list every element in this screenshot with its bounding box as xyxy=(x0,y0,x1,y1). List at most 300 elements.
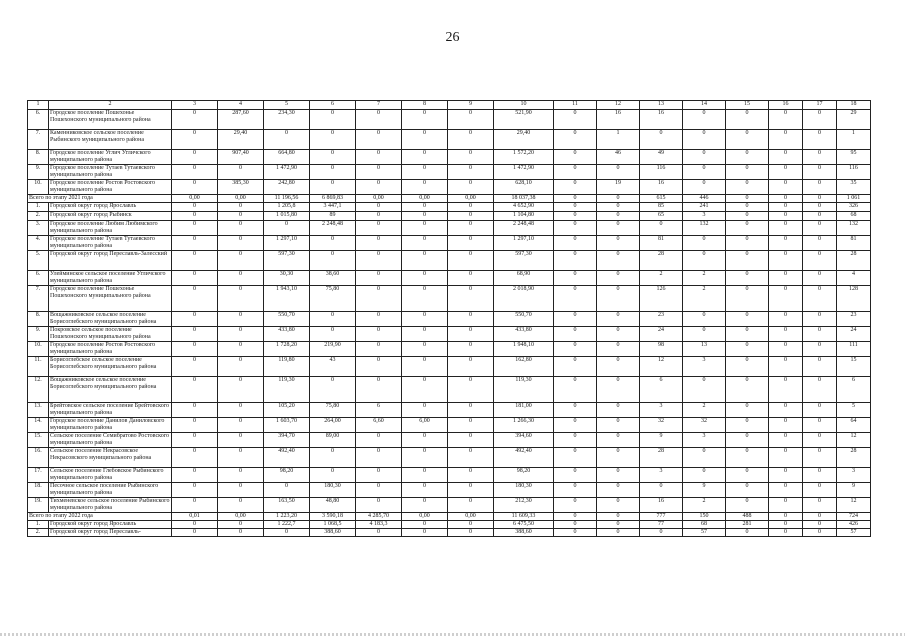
value-cell: 0 xyxy=(264,130,310,150)
value-cell: 0 xyxy=(597,521,640,529)
value-cell: 23 xyxy=(640,312,683,327)
value-cell: 0 xyxy=(172,498,218,513)
value-cell: 0 xyxy=(554,271,597,286)
value-cell: 628,10 xyxy=(494,180,554,195)
value-cell: 0 xyxy=(402,165,448,180)
value-cell: 0 xyxy=(172,342,218,357)
value-cell: 0 xyxy=(803,180,837,195)
settlement-name-cell: Тихменевское сельское поселение Рыбинского муниципального района xyxy=(49,498,172,513)
table-row xyxy=(28,342,871,357)
value-cell: 492,40 xyxy=(494,448,554,468)
value-cell: 0 xyxy=(218,327,264,342)
value-cell: 2 xyxy=(683,271,726,286)
value-cell: 0 xyxy=(769,357,803,377)
value-cell: 433,80 xyxy=(494,327,554,342)
value-cell: 180,30 xyxy=(310,483,356,498)
value-cell: 0 xyxy=(356,468,402,483)
value-cell: 0 xyxy=(769,403,803,418)
value-cell: 0 xyxy=(597,529,640,537)
value-cell: 385,30 xyxy=(218,180,264,195)
value-cell: 0 xyxy=(172,271,218,286)
value-cell: 0 xyxy=(726,236,769,251)
value-cell: 426 xyxy=(837,521,871,529)
value-cell: 0 xyxy=(310,150,356,165)
value-cell: 0 xyxy=(803,195,837,203)
value-cell: 29,40 xyxy=(218,130,264,150)
value-cell: 85 xyxy=(640,203,683,212)
table-row-summary xyxy=(28,195,871,203)
value-cell: 46 xyxy=(597,150,640,165)
value-cell: 0 xyxy=(356,286,402,312)
value-cell: 13 xyxy=(683,342,726,357)
row-number-cell: 5. xyxy=(28,251,49,271)
value-cell: 0 xyxy=(683,165,726,180)
table-row xyxy=(28,236,871,251)
table-row xyxy=(28,212,871,221)
row-number-cell: 9. xyxy=(28,165,49,180)
value-cell: 0 xyxy=(172,221,218,236)
value-cell: 0 xyxy=(554,212,597,221)
value-cell: 0 xyxy=(803,357,837,377)
value-cell: 32 xyxy=(683,418,726,433)
value-cell: 11 196,56 xyxy=(264,195,310,203)
value-cell: 0 xyxy=(554,448,597,468)
value-cell: 11 609,33 xyxy=(494,513,554,521)
header-cell: 7 xyxy=(356,101,402,110)
value-cell: 0 xyxy=(172,130,218,150)
value-cell: 0 xyxy=(172,110,218,130)
value-cell: 0 xyxy=(172,212,218,221)
value-cell: 68 xyxy=(683,521,726,529)
value-cell: 388,60 xyxy=(310,529,356,537)
value-cell: 3 xyxy=(683,212,726,221)
value-cell: 0 xyxy=(402,529,448,537)
value-cell: 0 xyxy=(402,180,448,195)
settlement-name-cell: Городской округ город Переславль-Залесский xyxy=(49,251,172,271)
table-row xyxy=(28,327,871,342)
value-cell: 0 xyxy=(218,342,264,357)
value-cell: 0 xyxy=(554,521,597,529)
value-cell: 0 xyxy=(218,377,264,403)
value-cell: 0 xyxy=(172,203,218,212)
row-number-cell: 13. xyxy=(28,403,49,418)
value-cell: 0 xyxy=(769,483,803,498)
value-cell: 0 xyxy=(769,377,803,403)
value-cell: 0 xyxy=(683,312,726,327)
row-number-cell: 10. xyxy=(28,180,49,195)
value-cell: 0 xyxy=(448,377,494,403)
value-cell: 0 xyxy=(803,468,837,483)
header-cell: 6 xyxy=(310,101,356,110)
value-cell: 12 xyxy=(640,357,683,377)
value-cell: 181,00 xyxy=(494,403,554,418)
column-number-row xyxy=(28,101,871,110)
value-cell: 16 xyxy=(640,498,683,513)
row-number-cell: 1. xyxy=(28,203,49,212)
value-cell: 0 xyxy=(803,236,837,251)
value-cell: 0 xyxy=(803,312,837,327)
value-cell: 0 xyxy=(218,448,264,468)
value-cell: 16 xyxy=(597,110,640,130)
value-cell: 6,60 xyxy=(356,418,402,433)
value-cell: 0 xyxy=(310,130,356,150)
value-cell: 0 xyxy=(554,130,597,150)
value-cell: 1 104,80 xyxy=(494,212,554,221)
header-cell: 2 xyxy=(49,101,172,110)
value-cell: 0 xyxy=(448,110,494,130)
value-cell: 0 xyxy=(597,418,640,433)
value-cell: 3 xyxy=(837,468,871,483)
value-cell: 0 xyxy=(218,433,264,448)
value-cell: 0 xyxy=(218,221,264,236)
value-cell: 1 068,5 xyxy=(310,521,356,529)
value-cell: 3 xyxy=(640,468,683,483)
value-cell: 0 xyxy=(726,468,769,483)
value-cell: 0 xyxy=(402,448,448,468)
value-cell: 0 xyxy=(356,498,402,513)
value-cell: 0 xyxy=(402,498,448,513)
value-cell: 5 xyxy=(837,403,871,418)
table-row xyxy=(28,251,871,271)
header-cell: 14 xyxy=(683,101,726,110)
value-cell: 28 xyxy=(640,448,683,468)
settlement-name-cell: Каменниковское сельское поселение Рыбинского муниципального района xyxy=(49,130,172,150)
value-cell: 550,70 xyxy=(264,312,310,327)
value-cell: 0 xyxy=(172,433,218,448)
value-cell: 0 xyxy=(310,468,356,483)
value-cell: 219,90 xyxy=(310,342,356,357)
value-cell: 0,00 xyxy=(448,195,494,203)
value-cell: 95 xyxy=(837,150,871,165)
value-cell: 0 xyxy=(803,513,837,521)
value-cell: 23 xyxy=(837,312,871,327)
value-cell: 0 xyxy=(356,448,402,468)
row-number-cell: 12. xyxy=(28,377,49,403)
value-cell: 0 xyxy=(803,433,837,448)
value-cell: 0 xyxy=(264,529,310,537)
value-cell: 433,80 xyxy=(264,327,310,342)
value-cell: 81 xyxy=(640,236,683,251)
value-cell: 4 xyxy=(837,271,871,286)
value-cell: 446 xyxy=(683,195,726,203)
value-cell: 0 xyxy=(554,529,597,537)
value-cell: 0 xyxy=(448,180,494,195)
value-cell: 0 xyxy=(448,418,494,433)
settlement-name-cell: Всего по этапу 2021 года xyxy=(28,195,172,203)
value-cell: 0 xyxy=(726,110,769,130)
value-cell: 0 xyxy=(356,165,402,180)
value-cell: 81 xyxy=(837,236,871,251)
value-cell: 0 xyxy=(554,286,597,312)
value-cell: 0 xyxy=(769,221,803,236)
header-cell: 12 xyxy=(597,101,640,110)
value-cell: 0 xyxy=(448,130,494,150)
value-cell: 0 xyxy=(172,448,218,468)
value-cell: 1 223,20 xyxy=(264,513,310,521)
value-cell: 0 xyxy=(402,203,448,212)
value-cell: 1 xyxy=(837,130,871,150)
value-cell: 0 xyxy=(597,468,640,483)
value-cell: 0 xyxy=(683,150,726,165)
value-cell: 0 xyxy=(554,150,597,165)
value-cell: 0 xyxy=(803,286,837,312)
value-cell: 6 869,83 xyxy=(310,195,356,203)
value-cell: 6 475,50 xyxy=(494,521,554,529)
value-cell: 0 xyxy=(726,498,769,513)
value-cell: 0 xyxy=(356,130,402,150)
value-cell: 0 xyxy=(310,180,356,195)
value-cell: 98,20 xyxy=(494,468,554,483)
value-cell: 1 572,20 xyxy=(494,150,554,165)
value-cell: 0 xyxy=(356,357,402,377)
settlement-name-cell: Городское поселение Данилов Даниловского муниципального района xyxy=(49,418,172,433)
table-row xyxy=(28,357,871,377)
row-number-cell: 11. xyxy=(28,357,49,377)
value-cell: 0 xyxy=(803,327,837,342)
value-cell: 0 xyxy=(597,483,640,498)
value-cell: 0 xyxy=(769,286,803,312)
value-cell: 0 xyxy=(597,212,640,221)
header-cell: 4 xyxy=(218,101,264,110)
table-row xyxy=(28,312,871,327)
value-cell: 0 xyxy=(683,327,726,342)
value-cell: 0 xyxy=(448,271,494,286)
value-cell: 0 xyxy=(726,342,769,357)
row-number-cell: 18. xyxy=(28,483,49,498)
value-cell: 0 xyxy=(172,236,218,251)
value-cell: 6 xyxy=(837,377,871,403)
value-cell: 0 xyxy=(218,165,264,180)
value-cell: 394,60 xyxy=(494,433,554,448)
settlement-name-cell: Покровское сельское поселение Пошехонского муниципального района xyxy=(49,327,172,342)
value-cell: 0 xyxy=(218,203,264,212)
value-cell: 128 xyxy=(837,286,871,312)
value-cell: 132 xyxy=(683,221,726,236)
value-cell: 0 xyxy=(726,195,769,203)
value-cell: 0 xyxy=(803,498,837,513)
table-row xyxy=(28,110,871,130)
table-row xyxy=(28,203,871,212)
value-cell: 68 xyxy=(837,212,871,221)
table-row xyxy=(28,165,871,180)
value-cell: 0 xyxy=(402,110,448,130)
table-row xyxy=(28,433,871,448)
row-number-cell: 3. xyxy=(28,221,49,236)
value-cell: 0,01 xyxy=(172,513,218,521)
value-cell: 0 xyxy=(803,130,837,150)
value-cell: 0 xyxy=(803,203,837,212)
value-cell: 0 xyxy=(448,483,494,498)
value-cell: 6 xyxy=(356,403,402,418)
value-cell: 0 xyxy=(726,418,769,433)
value-cell: 597,30 xyxy=(494,251,554,271)
row-number-cell: 4. xyxy=(28,236,49,251)
value-cell: 0 xyxy=(803,150,837,165)
settlement-name-cell: Сельское поселение Семибратово Ростовского муниципального района xyxy=(49,433,172,448)
settlement-name-cell: Городское поселение Пошехонье Пошехонского муниципального района xyxy=(49,286,172,312)
value-cell: 0 xyxy=(310,236,356,251)
settlement-name-cell: Городское поселение Тутаев Тутаевского муниципального района xyxy=(49,236,172,251)
value-cell: 1 xyxy=(597,130,640,150)
value-cell: 0 xyxy=(172,357,218,377)
value-cell: 0 xyxy=(218,286,264,312)
row-number-cell: 6. xyxy=(28,271,49,286)
value-cell: 0 xyxy=(310,448,356,468)
settlement-name-cell: Вощажниковское сельское поселение Борисоглебского муниципального района xyxy=(49,312,172,327)
value-cell: 0 xyxy=(769,498,803,513)
value-cell: 0 xyxy=(769,521,803,529)
value-cell: 0 xyxy=(402,403,448,418)
value-cell: 0 xyxy=(448,433,494,448)
header-cell: 3 xyxy=(172,101,218,110)
value-cell: 0 xyxy=(726,483,769,498)
value-cell: 0 xyxy=(356,236,402,251)
value-cell: 0 xyxy=(218,212,264,221)
value-cell: 0 xyxy=(803,418,837,433)
value-cell: 0 xyxy=(554,403,597,418)
value-cell: 0 xyxy=(448,203,494,212)
value-cell: 0 xyxy=(448,498,494,513)
value-cell: 234,30 xyxy=(264,110,310,130)
value-cell: 0 xyxy=(448,403,494,418)
value-cell: 0 xyxy=(448,236,494,251)
value-cell: 119,30 xyxy=(494,377,554,403)
scan-edge xyxy=(0,633,905,636)
value-cell: 0 xyxy=(402,468,448,483)
value-cell: 394,70 xyxy=(264,433,310,448)
value-cell: 0 xyxy=(726,150,769,165)
value-cell: 0,00 xyxy=(402,513,448,521)
value-cell: 0 xyxy=(264,221,310,236)
value-cell: 0 xyxy=(554,468,597,483)
table-row-summary xyxy=(28,529,871,537)
settlement-name-cell: Городское поселение Углич Угличского муниципального района xyxy=(49,150,172,165)
value-cell: 3 xyxy=(640,403,683,418)
value-cell: 1 603,70 xyxy=(264,418,310,433)
value-cell: 0 xyxy=(597,195,640,203)
value-cell: 132 xyxy=(837,221,871,236)
value-cell: 0 xyxy=(803,271,837,286)
value-cell: 0 xyxy=(218,418,264,433)
value-cell: 0 xyxy=(726,221,769,236)
value-cell: 241 xyxy=(683,203,726,212)
value-cell: 0 xyxy=(769,529,803,537)
value-cell: 1 297,10 xyxy=(494,236,554,251)
value-cell: 65 xyxy=(640,212,683,221)
value-cell: 0 xyxy=(554,195,597,203)
value-cell: 0 xyxy=(554,165,597,180)
value-cell: 0 xyxy=(402,221,448,236)
settlement-name-cell: Городское поселение Ростов Ростовского муниципального района xyxy=(49,180,172,195)
table-row xyxy=(28,286,871,312)
value-cell: 0 xyxy=(769,271,803,286)
value-cell: 2 xyxy=(640,271,683,286)
value-cell: 0 xyxy=(683,448,726,468)
value-cell: 0 xyxy=(172,251,218,271)
header-cell: 13 xyxy=(640,101,683,110)
value-cell: 75,80 xyxy=(310,403,356,418)
value-cell: 0 xyxy=(683,130,726,150)
value-cell: 724 xyxy=(837,513,871,521)
value-cell: 0 xyxy=(448,212,494,221)
value-cell: 0 xyxy=(402,521,448,529)
row-number-cell: 16. xyxy=(28,448,49,468)
value-cell: 0 xyxy=(726,180,769,195)
value-cell: 0 xyxy=(769,150,803,165)
value-cell: 2 248,48 xyxy=(310,221,356,236)
value-cell: 777 xyxy=(640,513,683,521)
value-cell: 0 xyxy=(597,286,640,312)
row-number-cell: 10. xyxy=(28,342,49,357)
settlement-name-cell: Борисоглебское сельское поселение Борисоглебского муниципального района xyxy=(49,357,172,377)
value-cell: 0 xyxy=(769,203,803,212)
settlement-name-cell: Сельское поселение Глебовское Рыбинского муниципального района xyxy=(49,468,172,483)
value-cell: 0 xyxy=(803,110,837,130)
value-cell: 1 222,7 xyxy=(264,521,310,529)
value-cell: 0 xyxy=(726,327,769,342)
value-cell: 0 xyxy=(402,357,448,377)
header-cell: 10 xyxy=(494,101,554,110)
value-cell: 0 xyxy=(640,483,683,498)
value-cell: 9 xyxy=(640,433,683,448)
value-cell: 15 xyxy=(837,357,871,377)
row-number-cell: 19. xyxy=(28,498,49,513)
value-cell: 0 xyxy=(597,165,640,180)
settlement-name-cell: Городское поселение Ростов Ростовского муниципального района xyxy=(49,342,172,357)
value-cell: 2 248,48 xyxy=(494,221,554,236)
value-cell: 0 xyxy=(803,377,837,403)
value-cell: 550,70 xyxy=(494,312,554,327)
value-cell: 0 xyxy=(356,377,402,403)
value-cell: 0 xyxy=(769,327,803,342)
value-cell: 0 xyxy=(356,312,402,327)
value-cell: 0 xyxy=(769,195,803,203)
value-cell: 0 xyxy=(218,498,264,513)
value-cell: 2 xyxy=(683,498,726,513)
value-cell: 116 xyxy=(640,165,683,180)
value-cell: 0 xyxy=(803,521,837,529)
value-cell: 0 xyxy=(402,130,448,150)
value-cell: 0 xyxy=(172,150,218,165)
value-cell: 0 xyxy=(448,529,494,537)
value-cell: 0 xyxy=(402,312,448,327)
value-cell: 0 xyxy=(310,312,356,327)
value-cell: 0 xyxy=(402,483,448,498)
value-cell: 1 943,10 xyxy=(264,286,310,312)
settlement-name-cell: Городской округ город Ярославль xyxy=(49,203,172,212)
value-cell: 0 xyxy=(402,433,448,448)
value-cell: 0 xyxy=(726,448,769,468)
value-cell: 488 xyxy=(726,513,769,521)
value-cell: 0 xyxy=(803,221,837,236)
value-cell: 0 xyxy=(597,327,640,342)
value-cell: 4 183,3 xyxy=(356,521,402,529)
value-cell: 0 xyxy=(726,403,769,418)
value-cell: 0 xyxy=(554,221,597,236)
value-cell: 664,80 xyxy=(264,150,310,165)
value-cell: 212,30 xyxy=(494,498,554,513)
value-cell: 24 xyxy=(837,327,871,342)
value-cell: 0 xyxy=(726,529,769,537)
value-cell: 0 xyxy=(356,529,402,537)
housing-register-table xyxy=(27,100,871,537)
value-cell: 98 xyxy=(640,342,683,357)
value-cell: 0 xyxy=(218,521,264,529)
settlement-name-cell: Городской округ город Ярославль xyxy=(49,521,172,529)
value-cell: 162,80 xyxy=(494,357,554,377)
value-cell: 49 xyxy=(640,150,683,165)
value-cell: 3 xyxy=(683,357,726,377)
